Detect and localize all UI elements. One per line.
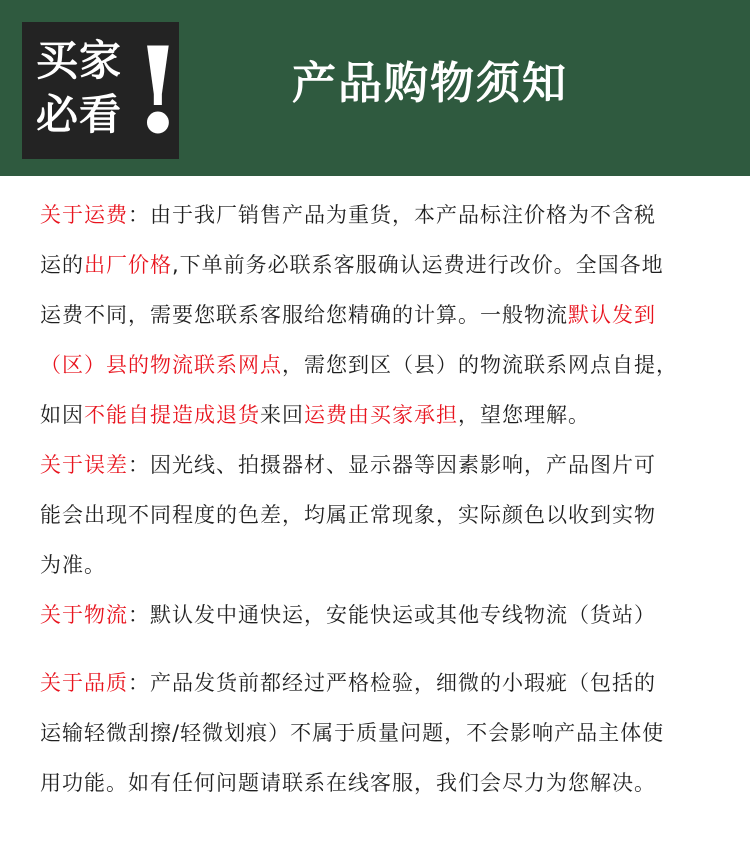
- logistics-colon: ：: [128, 603, 150, 627]
- logistics-text-1: 默认发中通快运，安能快运或其他专线物流（货站）: [150, 603, 656, 627]
- county-outlet-highlight: （区）县的物流联系网点: [40, 353, 282, 377]
- shipping-line-2: [40, 240, 720, 290]
- shipping-text-4b: ，需您到区（县）的物流联系网点自提，: [282, 353, 678, 377]
- logistics-section: [40, 590, 720, 640]
- factory-price-highlight: 出厂价格: [84, 253, 172, 277]
- shipping-text-2a: 运的: [40, 253, 84, 277]
- shipping-line-1: [40, 190, 720, 240]
- quality-colon: ：: [128, 671, 150, 695]
- page-title: 产品购物须知: [292, 58, 568, 109]
- quality-line-2: 运输轻微刮擦/轻微划痕）不属于质量问题，不会影响产品主体使: [40, 721, 665, 745]
- quality-section: [40, 658, 720, 808]
- color-diff-line-2: 能会出现不同程度的色差，均属正常现象，实际颜色以收到实物: [40, 503, 656, 527]
- logistics-line-1: [40, 590, 720, 640]
- shipping-text-3a: 运费不同，需要您联系客服给您精确的计算。一般物流: [40, 303, 568, 327]
- exclamation-icon: !: [132, 21, 184, 160]
- shipping-text-5c: ，望您理解。: [458, 403, 590, 427]
- shipping-text-5a: 如因: [40, 403, 84, 427]
- shipping-text-5b: 来回: [260, 403, 304, 427]
- quality-label: 关于品质: [40, 671, 128, 695]
- quality-line-3: 用功能。如有任何问题请联系在线客服，我们会尽力为您解决。: [40, 771, 656, 795]
- color-diff-line-3: 为准。: [40, 553, 106, 577]
- shipping-section: [40, 190, 720, 440]
- color-diff-line-1: [40, 440, 720, 490]
- shipping-text-1: 由于我厂销售产品为重货，本产品标注价格为不含税: [150, 203, 656, 227]
- shipping-line-3: [40, 290, 720, 340]
- buyer-must-read-badge: [22, 21, 184, 160]
- quality-line-1: [40, 658, 720, 708]
- default-delivery-highlight: 默认发到: [568, 303, 656, 327]
- quality-text-1: 产品发货前都经过严格检验，细微的小瑕疵（包括的: [150, 671, 656, 695]
- color-diff-label: 关于误差: [40, 453, 128, 477]
- color-difference-section: [40, 440, 720, 590]
- color-diff-colon: ：: [128, 453, 150, 477]
- header-banner: [0, 0, 750, 176]
- notice-content: [40, 190, 720, 808]
- buyer-pays-highlight: 运费由买家承担: [304, 403, 458, 427]
- badge-text-line2: 必看: [36, 90, 123, 139]
- shipping-line-4: [40, 340, 720, 390]
- badge-text-line1: 买家: [36, 36, 123, 85]
- return-warning-highlight: 不能自提造成退货: [84, 403, 260, 427]
- section-spacer: [40, 640, 720, 658]
- shipping-text-2b: ,下单前务必联系客服确认运费进行改价。全国各地: [172, 253, 664, 277]
- shipping-line-5: [40, 390, 720, 440]
- shipping-label: 关于运费: [40, 203, 128, 227]
- color-diff-text-1: 因光线、拍摄器材、显示器等因素影响，产品图片可: [150, 453, 656, 477]
- logistics-label: 关于物流: [40, 603, 128, 627]
- shipping-colon: ：: [128, 203, 150, 227]
